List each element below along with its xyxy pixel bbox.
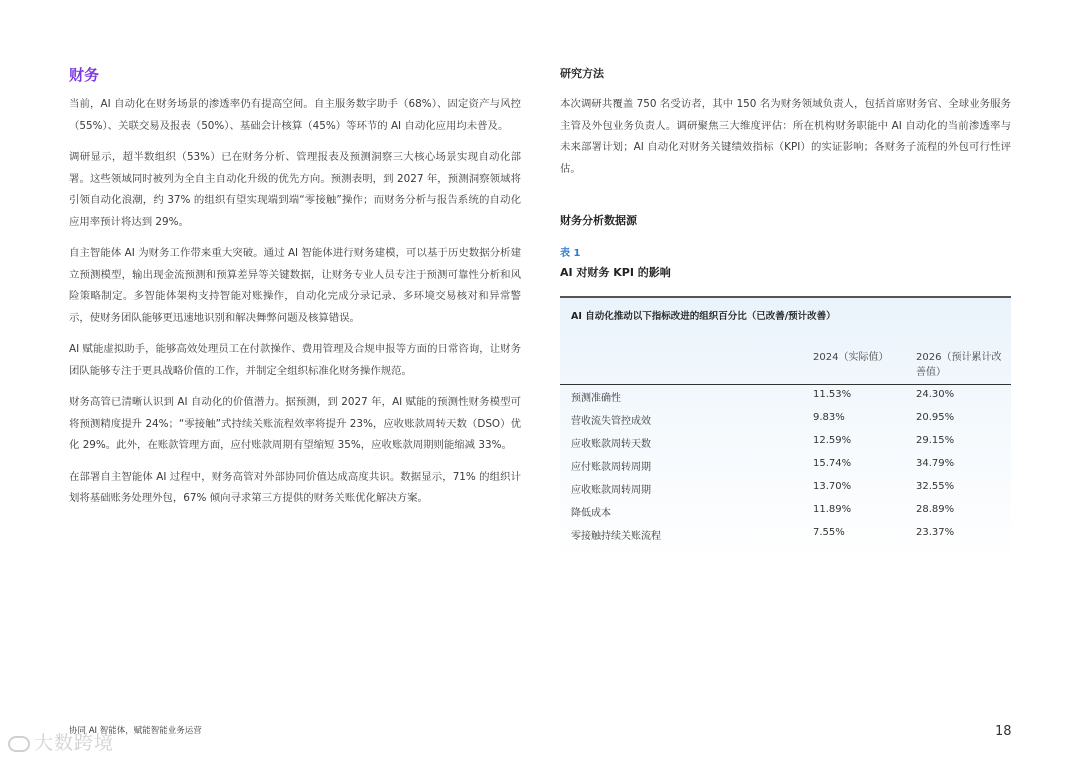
table-row <box>560 500 1011 523</box>
table-caption: AI 自动化推动以下指标改进的组织百分比（已改善/预计改善） <box>571 311 836 322</box>
paragraph-penetration: 当前，AI 自动化在财务场景的渗透率仍有提高空间。自主服务数字助手（68%）、固定资产与风控（55%）、关联交易及报表（50%）、基础会计核算（45%）等环节的 AI 自动化应用均未普及。 <box>69 98 521 132</box>
row-metric: 零接触持续关账流程 <box>571 531 661 542</box>
paragraph-outsourcing: 在部署自主智能体 AI 过程中，财务高管对外部协同价值达成高度共识。数据显示，71% 的组织计划将基础账务处理外包，67% 倾向寻求第三方提供的财务关账优化解决方案。 <box>69 470 521 504</box>
row-value-2026: 32.55% <box>916 481 955 492</box>
table-row <box>560 477 1011 500</box>
left-column <box>69 64 521 520</box>
row-value-2026: 23.37% <box>916 527 955 538</box>
row-value-2024: 11.53% <box>813 389 852 400</box>
row-metric: 预测准确性 <box>571 393 621 404</box>
row-value-2024: 13.70% <box>813 481 852 492</box>
row-metric: 应收账款周转周期 <box>571 485 651 496</box>
table-row <box>560 523 1011 546</box>
row-value-2024: 11.89% <box>813 504 852 515</box>
row-value-2024: 7.55% <box>813 527 845 538</box>
method-heading: 研究方法 <box>560 67 604 80</box>
table-row <box>560 431 1011 454</box>
row-value-2026: 24.30% <box>916 389 955 400</box>
paragraph-survey: 调研显示，超半数组织（53%）已在财务分析、管理报表及预测洞察三大核心场景实现自动化部署。这些领域同时被列为全自主自动化升级的优先方向。预测表明，到 2027 年，预测洞察领域将引领自动化浪潮，约 37% 的组织有望实现端到端“零接触”操作；而财务分析与报告系统的自动化应用率预计将达到 29%。 <box>69 151 521 228</box>
section-title: 财务 <box>69 66 100 84</box>
row-metric: 应收账款周转天数 <box>571 439 651 450</box>
row-metric: 营收流失管控成效 <box>571 416 651 427</box>
row-value-2026: 34.79% <box>916 458 955 469</box>
kpi-table <box>560 296 1011 560</box>
row-metric: 应付账款周转周期 <box>571 462 651 473</box>
paragraph-agentic-ai: 自主智能体 AI 为财务工作带来重大突破。通过 AI 智能体进行财务建模，可以基于历史数据分析建立预测模型，输出现金流预测和预算差异等关键数据，让财务专业人员专注于预测可靠性分析和风险策略制定。多智能体架构支持智能对账操作，自动化完成分录记录、多环境交易核对和异常警示，使财务团队能够更迅速地识别和解决舞弊问题及核算错误。 <box>69 247 521 324</box>
column-header-2024: 2024（实际值） <box>813 352 889 363</box>
page-number: 18 <box>995 724 1012 739</box>
table-row <box>560 385 1011 408</box>
table-row <box>560 408 1011 431</box>
row-value-2024: 15.74% <box>813 458 852 469</box>
row-value-2024: 12.59% <box>813 435 852 446</box>
footer-title: 协同 AI 智能体，赋能智能业务运营 <box>69 726 202 736</box>
row-value-2026: 29.15% <box>916 435 955 446</box>
right-column <box>560 64 1011 180</box>
row-value-2026: 20.95% <box>916 412 955 423</box>
table-row <box>560 454 1011 477</box>
table-title: AI 对财务 KPI 的影响 <box>560 266 671 279</box>
row-value-2024: 9.83% <box>813 412 845 423</box>
watermark-logo-icon <box>8 736 30 752</box>
watermark-text: 大数跨境 <box>34 732 115 754</box>
table-label: 表 1 <box>560 248 581 259</box>
method-text: 本次调研共覆盖 750 名受访者，其中 150 名为财务领域负责人，包括首席财务官、全球业务服务主管及外包业务负责人。调研聚焦三大维度评估：所在机构财务职能中 AI 自动化的当前渗透率与未来部署计划；AI 自动化对财务关键绩效指标（KPI）的实证影响；各财务子流程的外包可行性评估。 <box>560 98 1011 175</box>
row-metric: 降低成本 <box>571 508 611 519</box>
column-header-2026: 2026（预计累计改善值） <box>916 352 1002 378</box>
row-value-2026: 28.89% <box>916 504 955 515</box>
datasource-heading: 财务分析数据源 <box>560 214 637 227</box>
watermark <box>8 728 114 755</box>
paragraph-value-potential: 财务高管已清晰认识到 AI 自动化的价值潜力。据预测，到 2027 年，AI 赋能的预测性财务模型可将预测精度提升 24%；“零接触”式持续关账流程效率将提升 23%，应收账款周转天数（DSO）优化 29%。此外，在账款管理方面，应付账款周期有望缩短 35%，应收账款周期则能缩减 33%。 <box>69 396 521 451</box>
paragraph-virtual-assistant: AI 赋能虚拟助手，能够高效处理员工在付款操作、费用管理及合规申报等方面的日常咨询，让财务团队能够专注于更具战略价值的工作，并制定全组织标准化财务操作规范。 <box>69 343 521 377</box>
